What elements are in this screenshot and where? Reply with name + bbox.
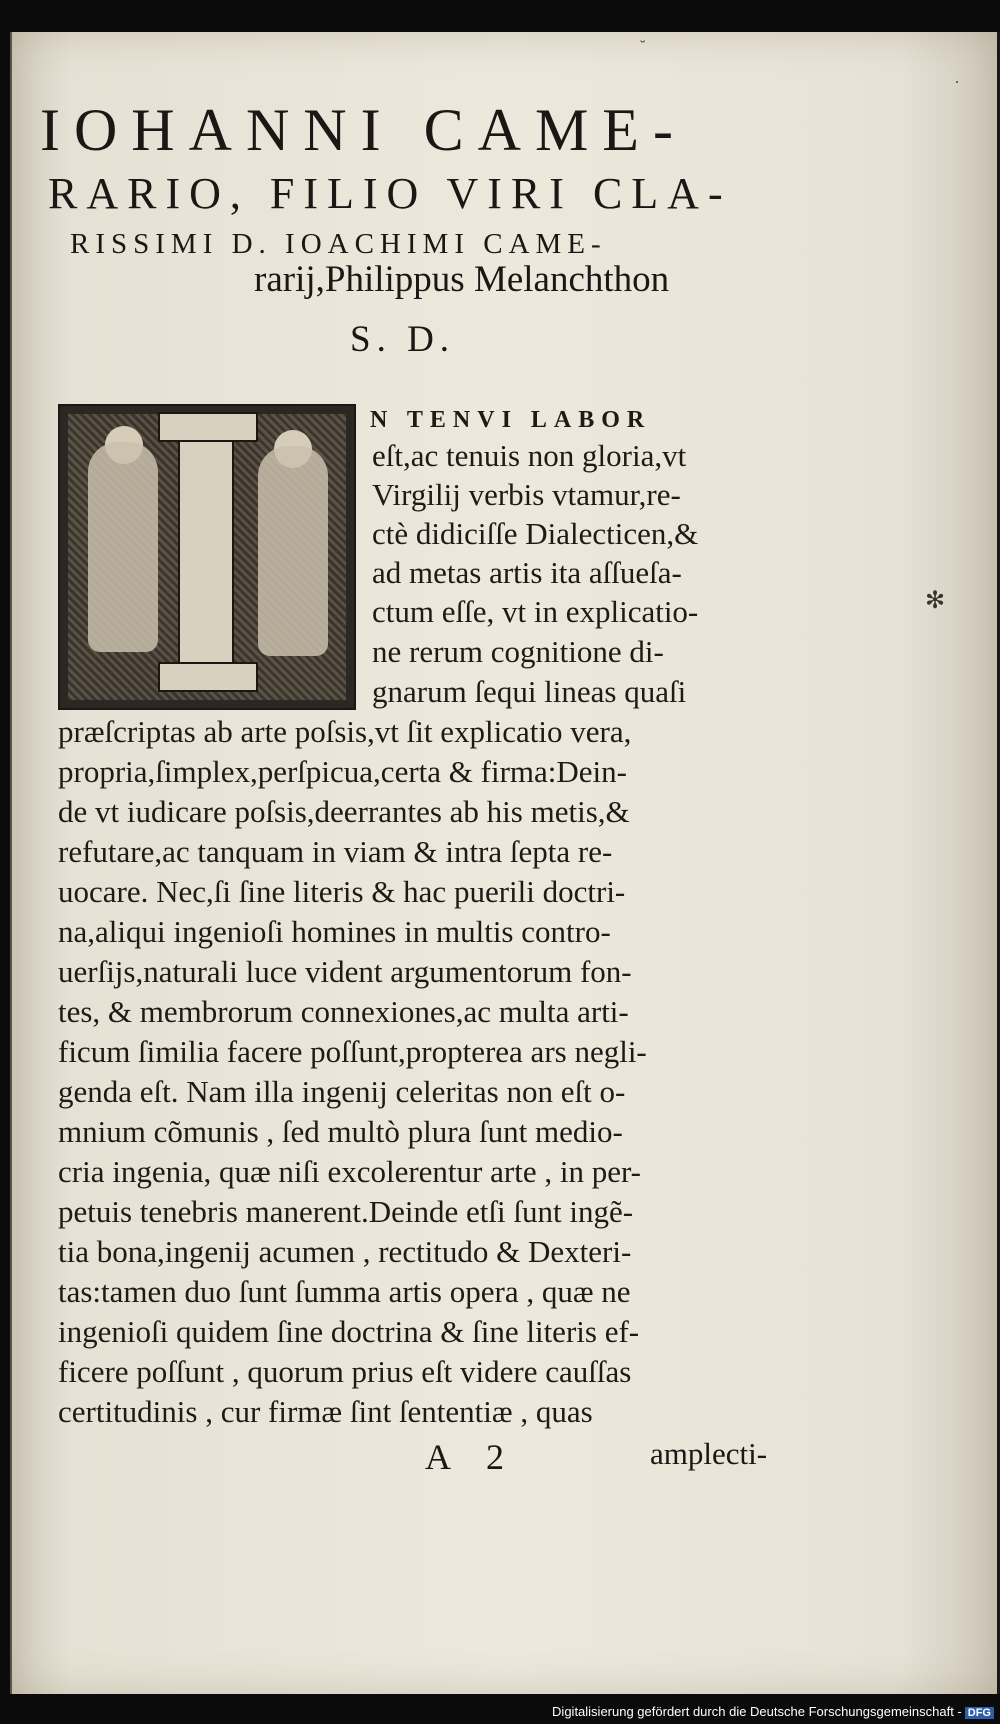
text-line: petuis tenebris manerent.Deinde etſi ſunt ingẽ- [58,1194,634,1229]
text-line: uerſijs,naturali luce vident argumentorum fon- [58,954,632,989]
text-line: cria ingenia, quæ niſi excolerentur arte , in per- [58,1154,641,1189]
heading-line-3: RISSIMI D. IOACHIMI CAME- [70,228,607,260]
text-line: ctum eſſe, vt in explicatio- [372,594,699,629]
margin-mark: ˘ [640,38,646,55]
text-line: mnium cõmunis , ſed multò plura ſunt medio- [58,1114,623,1149]
text-line: ficum ſimilia facere poſſunt,propterea ars negli- [58,1034,647,1069]
text-line: gnarum ſequi lineas quaſi [372,674,687,709]
text-line: uocare. Nec,ſi ſine literis & hac puerili doctri- [58,874,626,909]
text-line: certitudinis , cur firmæ ſint ſententiæ , quas [58,1394,593,1429]
catchword: amplecti- [650,1436,768,1471]
dfg-logo: DFG [965,1707,994,1719]
heading-line-2: RARIO, FILIO VIRI CLA- [48,169,732,218]
woodcut-figure-left [88,442,158,652]
woodcut-figure-right [258,446,328,656]
text-line [370,398,651,436]
text-line: ne rerum cognitione di- [372,634,664,669]
text-line: eſt,ac tenuis non gloria,vt [372,438,687,473]
text-line: ad metas artis ita aſſueſa- [372,555,682,590]
text-line: refutare,ac tanquam in viam & intra ſepta re- [58,834,613,869]
text-line: tes, & membrorum connexiones,ac multa arti- [58,994,629,1029]
text-line: tas:tamen duo ſunt ſumma artis opera , quæ ne [58,1274,631,1309]
text-line: propria,ſimplex,perſpicua,certa & firma:Dein- [58,754,627,789]
text-line: Virgilij verbis vtamur,re- [372,477,681,512]
heading-salutation: S. D. [350,319,456,360]
text-line: genda eſt. Nam illa ingenij celeritas non eſt o- [58,1074,626,1109]
text-line: ficere poſſunt , quorum prius eſt videre cauſſas [58,1354,632,1389]
signature-mark: A 2 [425,1437,519,1477]
decorated-initial [58,404,356,710]
text-line: de vt iudicare poſsis,deerrantes ab his metis,& [58,794,630,829]
text-line: ctè didiciſſe Dialecticen,& [372,516,699,551]
footer-text: Digitalisierung gefördert durch die Deutsche Forschungsgemeinschaft - [552,1704,962,1719]
margin-mark: . [955,70,959,87]
text-line: tia bona,ingenij acumen , rectitudo & Dexteri- [58,1234,632,1269]
text-line: na,aliqui ingenioſi homines in multis contro- [58,914,611,949]
digitization-footer [552,1704,994,1719]
initial-letter-i [178,412,234,692]
text-line: ingenioſi quidem ſine doctrina & ſine literis ef- [58,1314,640,1349]
heading-line-4: rarij,Philippus Melanchthon [254,259,670,300]
text-line-lead: N TENVI LABOR [370,407,652,433]
margin-stain: ✻ [925,588,946,614]
text-line: præſcriptas ab arte poſsis,vt ſit explicatio vera, [58,714,632,749]
heading-line-1: IOHANNI CAME- [40,97,687,163]
